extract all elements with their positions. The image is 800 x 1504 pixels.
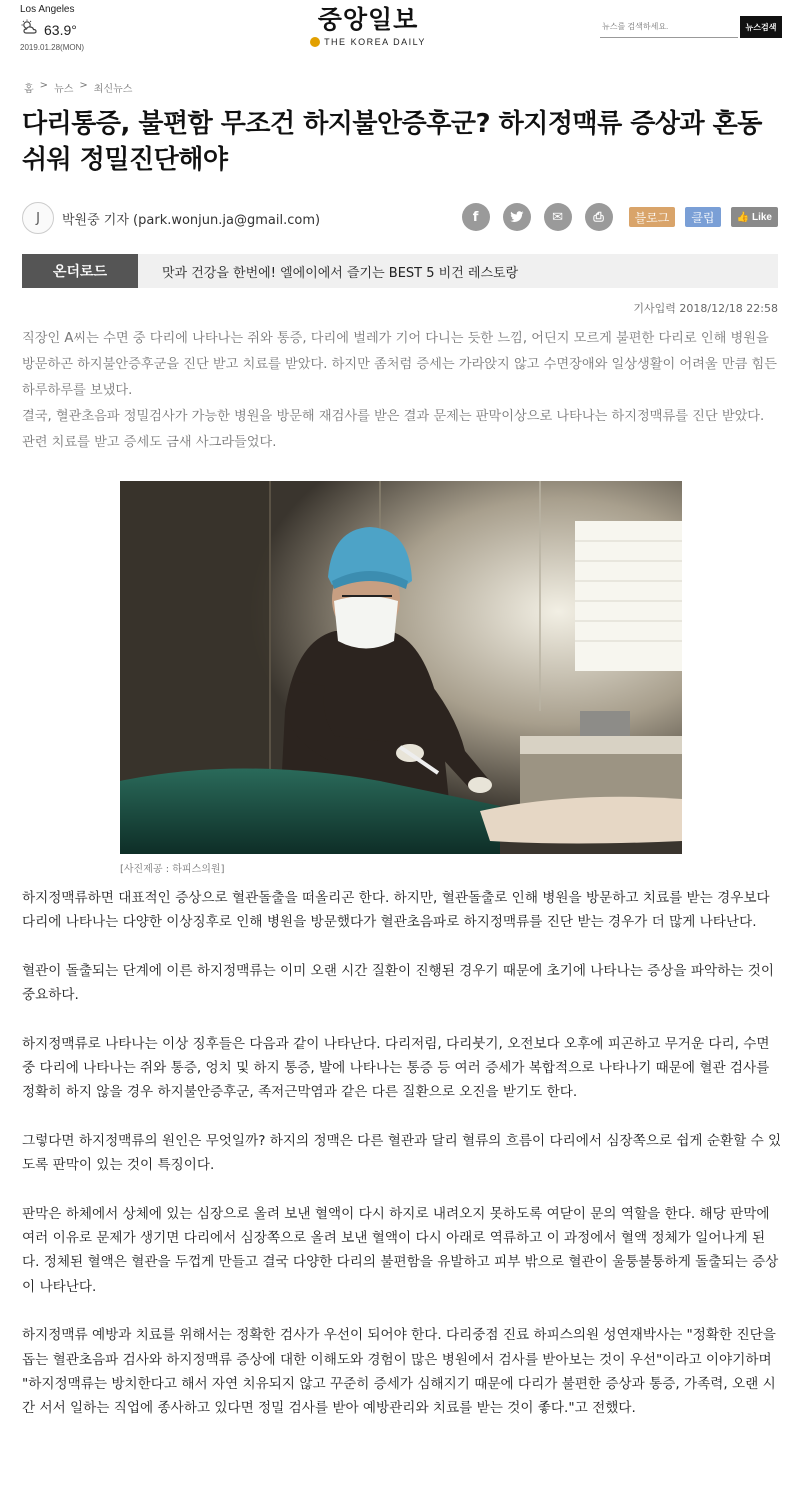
article-paragraph: 하지정맥류 예방과 치료를 위해서는 정확한 검사가 우선이 되어야 한다. 다리중점 진료 하피스의원 성연재박사는 "정확한 진단을 돕는 혈관초음파 검사와 하지정맥류 증상에 대한 이해도와 경험이 많은 병원에서 검사를 받아보는 것이 우선"이라고 이야기하며 "하지정맥류는 방치한다고 해서 자연 치유되지 않고 꾸준히 증세가 심해지기 때문에 다리가 불편한 증상과 통증, 가족력, 오랜 시간 서서 일하는 직업에 종사하고 있다면 정밀 검사를 받아 예방관리와 치료를 받는 것이 좋다."고 전했다. [22, 1327, 776, 1417]
breadcrumb-latest[interactable]: 최신뉴스 [93, 84, 133, 95]
weather-widget [20, 4, 84, 52]
article-paragraph: 하지정맥류로 나타나는 이상 징후들은 다음과 같이 나타난다. 다리저림, 다리붓기, 오전보다 오후에 피곤하고 무거운 다리, 수면 중 다리에 나타나는 쥐와 통증, 엉치 및 하지 통증, 발에 나타나는 통증 등 여러 증세가 복합적으로 나타나기 때문에 혈관 검사를 정확히 하지 않을 경우 하지불안증후군, 족저근막염과 같은 다른 질환으로 오진을 받기도 한다. [22, 1035, 770, 1101]
author-name[interactable]: 박원중 기자 (park.wonjun.ja@gmail.com) [62, 212, 321, 228]
breadcrumb-separator: > [39, 80, 49, 91]
article-paragraph: 그렇다면 하지정맥류의 원인은 무엇일까? 하지의 정맥은 다른 혈관과 달리 혈류의 흐름이 다리에서 심장쪽으로 쉽게 순환할 수 있도록 판막이 있는 것이 특징이다. [22, 1132, 782, 1174]
onroad-link[interactable]: 맛과 건강을 한번에! 엘에이에서 즐기는 BEST 5 비건 레스토랑 [162, 265, 519, 281]
twitter-icon[interactable] [503, 203, 531, 231]
article-photo [120, 481, 682, 854]
search-input[interactable] [600, 16, 738, 38]
partly-cloudy-icon [20, 19, 40, 40]
weather-date: 2019.01.28(MON) [20, 43, 85, 52]
published-date: 기사입력 2018/12/18 22:58 [633, 302, 778, 315]
logo-mark-icon [310, 37, 320, 47]
breadcrumb-home[interactable]: 홈 [24, 84, 34, 95]
breadcrumb-news[interactable]: 뉴스 [54, 84, 74, 95]
article-body [22, 886, 782, 1445]
breadcrumb-separator: > [79, 80, 88, 91]
onroad-banner [22, 254, 778, 288]
blog-button[interactable]: 블로그 [629, 207, 676, 227]
breadcrumb [24, 80, 138, 95]
print-icon[interactable]: ⎙ [585, 203, 613, 231]
logo-english: THE KOREA DAILY [324, 37, 426, 47]
article-lead: 직장인 A씨는 수면 중 다리에 나타나는 쥐와 통증, 다리에 벌레가 기어 다니는 듯한 느낌, 어딘지 모르게 불편한 다리로 인해 병원을 방문하곤 하지불안증후군을 진단 받고 치료를 받았다. 하지만 좀처럼 증세는 가라앉지 않고 수면장애와 일상생활이 어려울 만큼 힘든 하루하루를 보냈다. 결국, 혈관초음파 정밀검사가 가능한 병원을 방문해 재검사를 받은 결과 문제는 판막이상으로 나타나는 하지정맥류를 진단 받았다. 관련 치료를 받고 증세도 금새 사그라들었다. [22, 331, 777, 450]
site-logo[interactable] [306, 6, 430, 47]
author-avatar: J [22, 202, 54, 234]
onroad-label: 온더로드 [22, 254, 138, 288]
byline [22, 200, 778, 236]
site-header [0, 0, 800, 62]
article-paragraph: 혈관이 돌출되는 단계에 이른 하지정맥류는 이미 오랜 시간 질환이 진행된 경우기 때문에 초기에 나타나는 증상을 파악하는 것이 중요하다. [22, 962, 774, 1004]
email-icon[interactable]: ✉ [544, 203, 572, 231]
weather-city: Los Angeles [20, 4, 75, 15]
like-label: Like [751, 211, 772, 223]
article-paragraph: 하지정맥류하면 대표적인 증상으로 혈관돌출을 떠올리곤 한다. 하지만, 혈관돌출로 인해 병원을 방문하고 치료를 받는 경우보다 다리에 나타나는 다양한 이상징후로 인해 병원을 방문했다가 혈관초음파로 하지정맥류를 진단 받는 경우가 더 많게 나타난다. [22, 890, 770, 931]
article-paragraph: 판막은 하체에서 상체에 있는 심장으로 올려 보낸 혈액이 다시 하지로 내려오지 못하도록 여닫이 문의 역할을 한다. 해당 판막에 여러 이유로 문제가 생기면 다리에서 심장쪽으로 올려 보낸 혈액이 다시 아래로 역류하고 이 과정에서 혈액 정체가 일어나게 된다. 정체된 혈액은 혈관을 두껍게 만들고 결국 다양한 다리의 불편함을 유발하고 피부 밖으로 혈관이 울퉁불퉁하게 돌출되는 증상이 나타난다. [22, 1205, 779, 1295]
news-search [600, 16, 782, 38]
thumbs-up-icon: 👍 [736, 211, 749, 223]
photo-caption: [사진제공 : 하피스의원] [120, 864, 225, 875]
share-bar [449, 203, 778, 231]
weather-temperature: 63.9° [44, 21, 77, 38]
search-button[interactable]: 뉴스검색 [740, 16, 782, 38]
clip-button[interactable]: 클립 [685, 207, 720, 227]
logo-korean: 중앙일보 [317, 5, 419, 34]
facebook-icon[interactable]: f [462, 203, 490, 231]
article-title: 다리통증, 불편함 무조건 하지불안증후군? 하지정맥류 증상과 혼동 쉬워 정밀진단해야 [22, 109, 762, 175]
doctor-procedure-illustration [120, 481, 682, 854]
like-button[interactable] [731, 207, 778, 227]
